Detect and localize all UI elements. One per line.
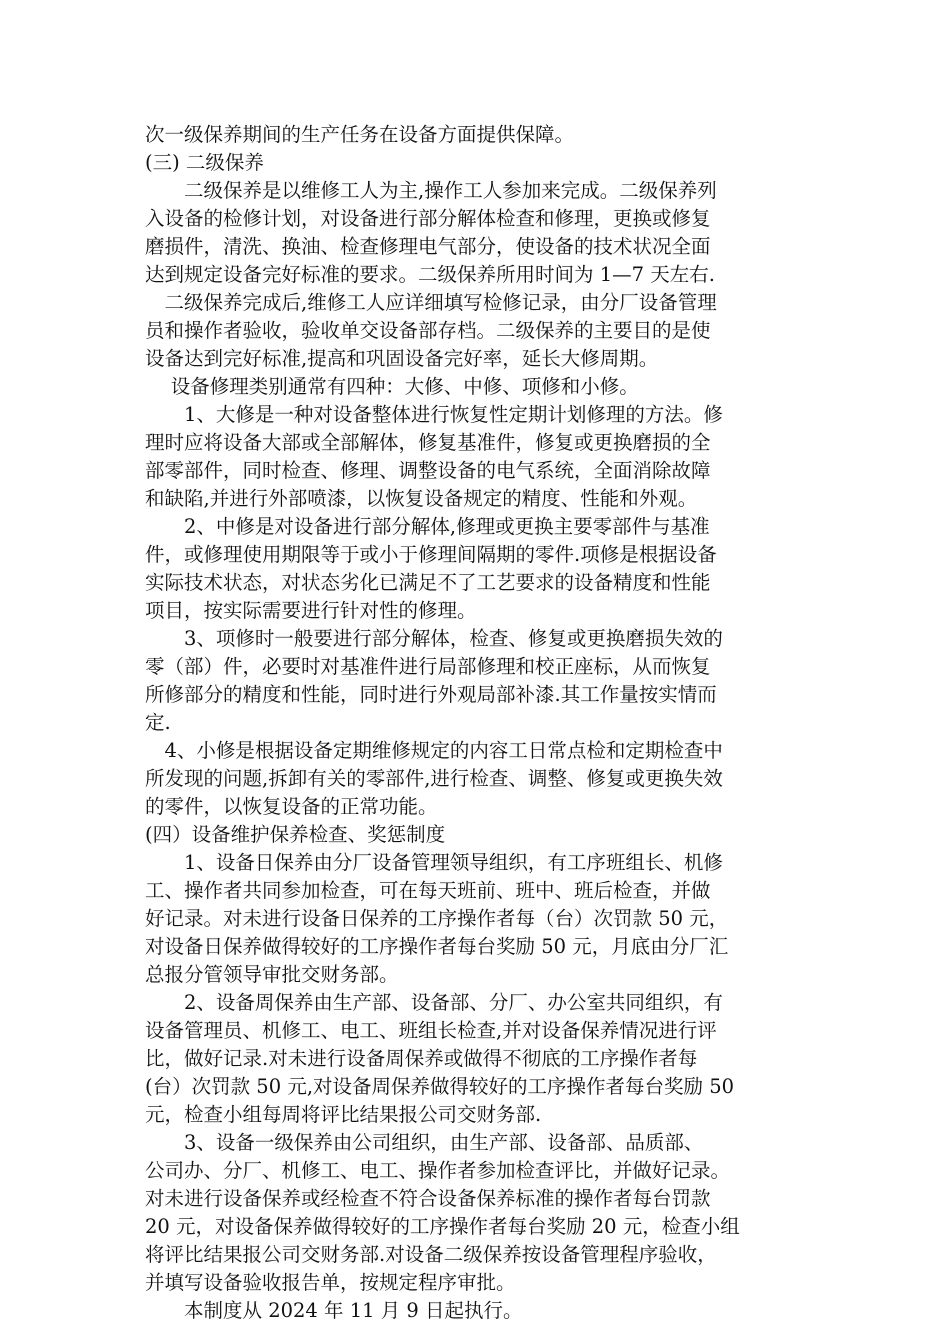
text-line: 达到规定设备完好标准的要求。二级保养所用时间为 1—7 天左右.	[145, 263, 715, 286]
text-line: 1、设备日保养由分厂设备管理领导组织，有工序班组长、机修	[145, 851, 723, 874]
text-line: 件，或修理使用期限等于或小于修理间隔期的零件.项修是根据设备	[145, 543, 717, 566]
text-line: 设备修理类别通常有四种：大修、中修、项修和小修。	[145, 375, 639, 398]
text-line: 定.	[145, 711, 171, 734]
text-line: 元，检查小组每周将评比结果报公司交财务部.	[145, 1103, 542, 1126]
text-line: 设备管理员、机修工、电工、班组长检查,并对设备保养情况进行评	[145, 1019, 717, 1042]
text-line: 二级保养是以维修工人为主,操作工人参加来完成。二级保养列	[145, 179, 717, 202]
text-line: 总报分管领导审批交财务部。	[145, 963, 399, 986]
text-line: (三) 二级保养	[145, 151, 264, 174]
text-line: 和缺陷,并进行外部喷漆，以恢复设备规定的精度、性能和外观。	[145, 487, 698, 510]
text-line: 3、项修时一般要进行部分解体，检查、修复或更换磨损失效的	[145, 627, 723, 650]
text-line: 所修部分的精度和性能，同时进行外观局部补漆.其工作量按实情而	[145, 683, 717, 706]
text-line: 2、中修是对设备进行部分解体,修理或更换主要零部件与基准	[145, 515, 710, 538]
text-line: 4、小修是根据设备定期维修规定的内容工日常点检和定期检查中	[145, 739, 723, 762]
text-line: 将评比结果报公司交财务部.对设备二级保养按设备管理程序验收，	[145, 1243, 717, 1266]
text-line: 对设备日保养做得较好的工序操作者每台奖励 50 元，月底由分厂汇	[145, 935, 729, 958]
text-line: 20 元，对设备保养做得较好的工序操作者每台奖励 20 元，检查小组	[145, 1215, 740, 1238]
text-line: 本制度从 2024 年 11 月 9 日起执行。	[145, 1299, 523, 1322]
text-line: 对未进行设备保养或经检查不符合设备保养标准的操作者每台罚款	[145, 1187, 711, 1210]
text-line: 所发现的问题,拆卸有关的零部件,进行检查、调整、修复或更换失效	[145, 767, 723, 790]
text-line: 3、设备一级保养由公司组织，由生产部、设备部、品质部、	[145, 1131, 704, 1154]
text-line: 入设备的检修计划，对设备进行部分解体检查和修理，更换或修复	[145, 207, 711, 230]
text-line: 公司办、分厂、机修工、电工、操作者参加检查评比，并做好记录。	[145, 1159, 731, 1182]
text-line: 零（部）件，必要时对基准件进行局部修理和校正座标，从而恢复	[145, 655, 711, 678]
text-line: (台）次罚款 50 元,对设备周保养做得较好的工序操作者每台奖励 50	[145, 1075, 735, 1098]
text-line: 员和操作者验收，验收单交设备部存档。二级保养的主要目的是使	[145, 319, 711, 342]
text-line: 比，做好记录.对未进行设备周保养或做得不彻底的工序操作者每	[145, 1047, 698, 1070]
text-line: 磨损件，清洗、换油、检查修理电气部分，使设备的技术状况全面	[145, 235, 711, 258]
text-line: 次一级保养期间的生产任务在设备方面提供保障。	[145, 123, 575, 146]
text-line: 的零件，以恢复设备的正常功能。	[145, 795, 438, 818]
text-line: (四）设备维护保养检查、奖惩制度	[145, 823, 446, 846]
document-body	[145, 121, 825, 1325]
text-line: 好记录。对未进行设备日保养的工序操作者每（台）次罚款 50 元，	[145, 907, 729, 930]
text-line: 设备达到完好标准,提高和巩固设备完好率，延长大修周期。	[145, 347, 659, 370]
text-line: 项目，按实际需要进行针对性的修理。	[145, 599, 477, 622]
text-line: 1、大修是一种对设备整体进行恢复性定期计划修理的方法。修	[145, 403, 723, 426]
text-line: 并填写设备验收报告单，按规定程序审批。	[145, 1271, 516, 1294]
text-line: 工、操作者共同参加检查，可在每天班前、班中、班后检查，并做	[145, 879, 711, 902]
text-line: 2、设备周保养由生产部、设备部、分厂、办公室共同组织，有	[145, 991, 723, 1014]
text-line: 二级保养完成后,维修工人应详细填写检修记录，由分厂设备管理	[145, 291, 717, 314]
text-line: 实际技术状态，对状态劣化已满足不了工艺要求的设备精度和性能	[145, 571, 711, 594]
text-line: 部零部件，同时检查、修理、调整设备的电气系统，全面消除故障	[145, 459, 711, 482]
text-line: 理时应将设备大部或全部解体，修复基准件，修复或更换磨损的全	[145, 431, 711, 454]
